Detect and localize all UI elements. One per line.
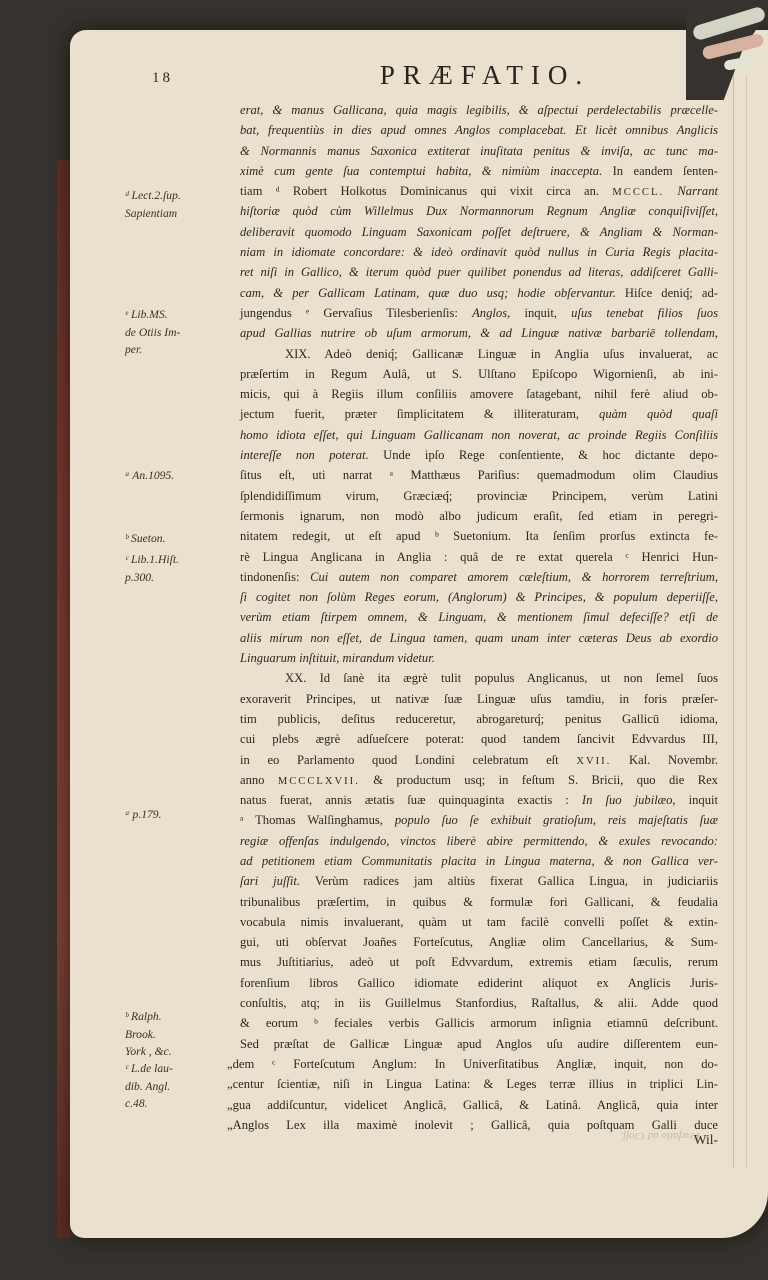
- text-line: mus Juſtitiarius, adeò ut poſt Edvvardum, extremis etiam ſæculis, rerum: [240, 955, 718, 970]
- book-page: [70, 30, 768, 1238]
- text-line: ſitus eſt, uti narrat ᵃ Matthæus Pariſius: quemadmodum olim Claudius: [240, 468, 718, 483]
- margin-note: ᵈ Lect.2.ſup. Sapientiam: [125, 189, 181, 220]
- text-line: Linguarum inſtituit, mirandum videtur.: [240, 651, 435, 666]
- text-line: anno MCCCLXVII. & productum usq; in feſtum S. Bricii, quo die Rex: [240, 772, 718, 787]
- text-line: XX. Id ſanè ita ægrè tulit populus Anglicanus, ut non ſemel ſuos: [285, 671, 718, 686]
- text-line: aliis mirum non eſſet, de Lingua tamen, quam unam inter cæteras Deus ab exordio: [240, 630, 718, 645]
- text-line: ret niſi in Gallico, & iterum quòd puer quilibet ponendus ad literas, addiſceret Galli-: [240, 265, 718, 280]
- text-line: micis, qui à Regiis illum conſiliis amovere ſatagebant, nihil ferè aliud ob-: [240, 387, 718, 402]
- margin-note: ᶜ Lib.1.Hiſt. p.300.: [125, 553, 179, 584]
- book-fore-edge: [57, 160, 71, 1238]
- text-line: tribunalibus præſertim, in quibus & formulæ fori Gallicani, & feudalia: [240, 894, 718, 909]
- text-line: XIX. Adeò deniq́; Gallicanæ Linguæ in Anglia uſus invaluerat, ac: [285, 346, 718, 361]
- margin-note: ᵇ Ralph. Brook. York , &c.: [125, 1010, 172, 1058]
- text-line: erat, & manus Gallicana, quia magis legibilis, & aſpectui perdelectabilis præcelle-: [240, 103, 718, 117]
- text-line: homo idiota eſſet, qui Linguam Gallicanam non noverat, ac proinde Regiis Conſiliis: [240, 427, 718, 442]
- text-line: cam, & per Gallicam Latinam, quæ duo usq; hodie obſervantur. Hiſce deniq́; ad-: [240, 285, 718, 300]
- text-line: apud Gallias nutrire ob uſum armorum, & ad Linguæ nativæ barbariē tollendam,: [240, 326, 718, 341]
- text-line: „gua addiſcuntur, videlicet Anglicâ, Gallicâ, & Latinâ. Anglicâ, quia inter: [227, 1097, 718, 1112]
- text-line: regiæ offenſas indulgendo, vinctos liberè abire permittendo, & exules revocando:: [240, 833, 718, 848]
- show-through-text: Præfatio ad Cloſſ.: [620, 1130, 700, 1142]
- text-line: natus fuerat, annis ætatis ſuæ quinquaginta exactis : In ſuo jubilæo, inquit: [240, 793, 718, 808]
- page-edge-crease: [746, 75, 747, 1168]
- text-line: tim publicis, deſitus reduceretur, abrogareturq́; penitus Gallicū idioma,: [240, 711, 718, 726]
- text-line: hiſtoriæ quòd cùm Willelmus Dux Normannorum Regnum Angliæ conquiſiviſſet,: [240, 204, 718, 219]
- text-line: ſplendidiſſimum virum, Græciæq́; provinciæ Principem, verùm Latini: [240, 488, 718, 503]
- margin-note: ᵃ An.1095.: [125, 469, 175, 482]
- text-block: [227, 100, 719, 1135]
- text-line: & eorum ᵇ feciales verbis Gallicis armorum inſignia etiamnū deſcribunt.: [240, 1016, 718, 1031]
- text-line: præſertim in Regum Aulâ, ut S. Ulſtano Epiſcopo Wigornienſi, ab ini-: [240, 366, 718, 381]
- catchword: Wil-: [693, 1132, 718, 1147]
- margin-note: ᵇ Sueton.: [125, 532, 166, 545]
- margin-note: ᶜ L.de lau- dib. Angl. c.48.: [125, 1062, 173, 1110]
- margin-note: ᵉ Lib.MS. de Otiis Im- per.: [125, 308, 181, 356]
- text-line: jectum fuerit, præter ſimplicitatem & illiteraturam, quàm quòd quaſi: [240, 407, 719, 422]
- text-line: „dem ᶜ Forteſcutum Anglum: In Univerſitatibus Angliæ, inquit, non do-: [227, 1056, 718, 1071]
- text-line: Sed præſtat de Gallicæ Linguæ apud Anglos uſu audire diſſerentem eun-: [240, 1036, 718, 1051]
- text-line: cui plebs ægrè adſueſcere poterat: quod tandem ſancivit Edvvardus III,: [240, 732, 718, 747]
- text-line: ſi cogitet non ſolùm Reges eorum, (Anglorum) & Principes, & populum deperiiſſe,: [240, 590, 718, 605]
- page-number: 18: [152, 70, 173, 86]
- text-line: verùm etiam ſtirpem omnem, & Linguam, & mentionem ſimul defeciſſe? etſi de: [240, 610, 718, 625]
- text-line: deliberavit quomodo Linguam Saxonicam poſſet deſtruere, & Angliam & Norman-: [240, 224, 718, 239]
- text-line: nitatem redegit, ut eſt apud ᵇ Suetonium. Ita ſenſim prorſus extincta fe-: [240, 529, 718, 544]
- text-line: conſultis, atq; in iis Guillelmus Stanfordius, Raſtallus, & alii. Adde quod: [240, 996, 718, 1011]
- text-line: ſermonis ignarum, non modò albo judicum eraſit, ſed etiam in peregri-: [240, 508, 718, 523]
- text-line: „centur ſcientiæ, niſi in Lingua Latina: & Leges terræ illius in triplici Lin-: [227, 1077, 718, 1092]
- text-line: forenſium libros Gallico idiomate ediderint aliquot ex Anglicis Juris-: [240, 975, 718, 990]
- text-line: rè Lingua Anglicana in Anglia : quâ de re extat querela ᶜ Henrici Hun-: [240, 549, 718, 564]
- text-line: intereſſe non poterat. Unde ipſo Rege conſentiente, & hoc dictante depo-: [240, 448, 718, 463]
- page-edge-crease: [733, 75, 734, 1168]
- text-line: ximè cum gente ſua contemptui habita, & nimiùm inaccepta. In eandem ſenten-: [240, 163, 719, 178]
- text-line: vocabula nimis invaluerant, quàm ut tam facilè convelli poſſet & extin-: [240, 914, 718, 929]
- text-line: ſari juſſit. Verùm radices jam altiùs fixerat Gallica Lingua, in judiciariis: [240, 874, 718, 889]
- margin-note: ᵃ p.179.: [125, 808, 162, 821]
- text-line: jungendus ᵉ Gervaſius Tilesberienſis: Anglos, inquit, uſus tenebat filios ſuos: [240, 305, 718, 320]
- text-line: niam in idiomate concordare: & ideò ordinavit quòd nullus in Curia Regis placita-: [240, 245, 718, 260]
- text-line: exoraverit Principes, ut nativæ ſuæ Linguæ uſus tamdiu, in foris præſer-: [240, 691, 718, 706]
- text-line: tiam ᵈ Robert Holkotus Dominicanus qui vixit circa an. MCCCL. Narrant: [240, 184, 718, 199]
- text-line: in eo Parlamento quod Londini celebratum eſt XVII. Kal. Novembr.: [240, 752, 718, 767]
- text-line: bat, frequentiùs in dies apud omnes Anglos complacebat. Et licèt omnibus Anglicis: [240, 123, 718, 138]
- text-line: gui, uti obſervat Joañes Forteſcutus, Angliæ olim Cancellarius, & Sum-: [240, 935, 718, 950]
- text-line: ad petitionem etiam Communitatis placita in Lingua materna, & non Gallica ver-: [240, 853, 718, 868]
- page-header: PRÆFATIO.: [379, 60, 591, 90]
- text-line: & Normannis manus Saxonica extiterat inuſitata penitus & inviſa, ac tunc ma-: [240, 143, 718, 158]
- text-line: „Anglos Lex illa maximè inolevit ; Gallicâ, quia poſtquam Galli duce: [227, 1117, 718, 1132]
- text-line: tindonenſis: Cui autem non comparet amorem cæleſtium, & horrorem terreſtrium,: [240, 569, 718, 584]
- text-line: ᵃ Thomas Walſinghamus, populo ſuo ſe exhibuit gratioſum, reis majeſtatis ſuæ: [240, 813, 718, 828]
